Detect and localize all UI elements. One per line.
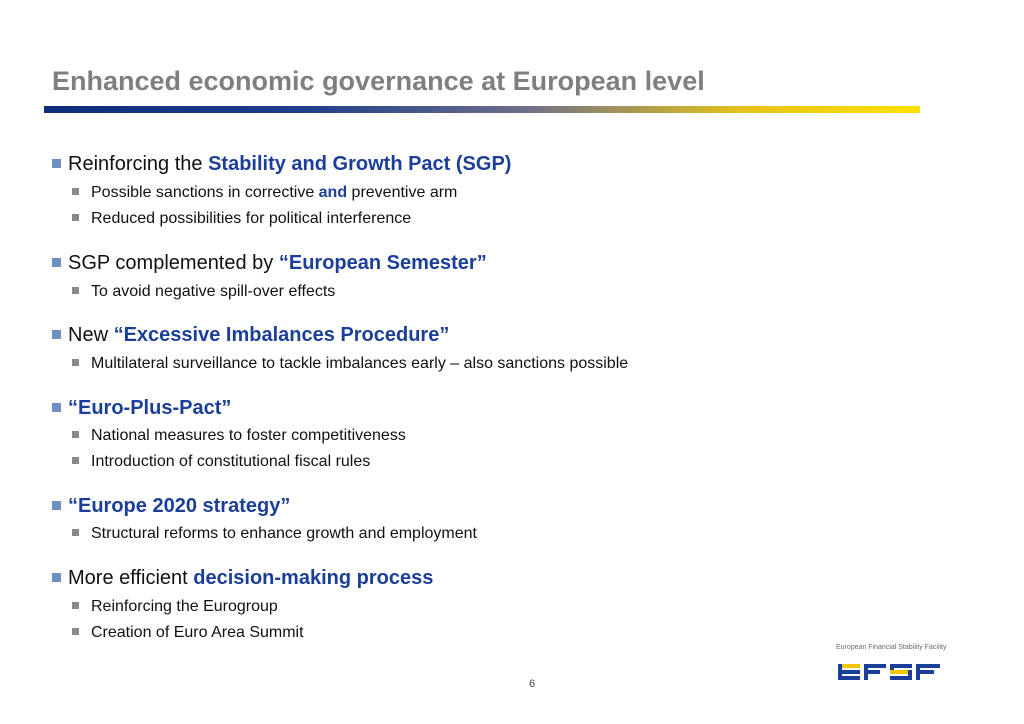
bullet-highlight: “Europe 2020 strategy”: [68, 495, 291, 517]
sub-bullet: [72, 209, 411, 229]
sub-bullet: [72, 426, 406, 446]
bullet-highlight: “European Semester”: [278, 252, 487, 274]
bullet-euro-plus-pact: [52, 396, 231, 420]
sub-bullet-text: Structural reforms to enhance growth and employment: [91, 525, 477, 542]
sub-bullet: [72, 452, 370, 472]
sub-bullet-square-icon: [72, 214, 79, 221]
sub-bullet-text: Introduction of constitutional fiscal rules: [91, 453, 371, 470]
sub-bullet-text: Possible sanctions in corrective: [91, 184, 319, 201]
sub-bullet-highlight: and: [318, 184, 348, 201]
sub-bullet-square-icon: [72, 287, 79, 294]
bullet-highlight: “Euro-Plus-Pact”: [68, 397, 232, 419]
sub-bullet: [72, 183, 457, 203]
page-number: 6: [528, 678, 536, 690]
efsf-logo: [836, 644, 946, 688]
sub-bullet-square-icon: [72, 431, 79, 438]
bullet-sgp: [52, 152, 511, 176]
bullet-excessive-imbalances: [52, 323, 449, 347]
bullet-european-semester: [52, 251, 487, 275]
sub-bullet-square-icon: [72, 457, 79, 464]
bullet-decision-making: [52, 566, 433, 590]
sub-bullet-text: Creation of Euro Area Summit: [91, 624, 304, 641]
sub-bullet-text: Reduced possibilities for political interference: [91, 210, 412, 227]
sub-bullet-square-icon: [72, 359, 79, 366]
sub-bullet: [72, 282, 335, 302]
bullet-prefix: More efficient: [68, 567, 194, 589]
slide-title: Enhanced economic governance at European level: [52, 66, 705, 96]
bullet-prefix: New: [68, 324, 114, 346]
sub-bullet-square-icon: [72, 628, 79, 635]
bullet-square-icon: [52, 258, 61, 267]
bullet-prefix: Reinforcing the: [68, 153, 209, 175]
bullet-highlight: “Excessive Imbalances Procedure”: [113, 324, 450, 346]
sub-bullet-text: Multilateral surveillance to tackle imbalances early – also sanctions possible: [91, 355, 629, 372]
sub-bullet: [72, 623, 304, 643]
sub-bullet: [72, 597, 278, 617]
bullet-highlight: Stability and Growth Pact (SGP): [208, 153, 512, 175]
title-divider: [44, 106, 920, 113]
sub-bullet-square-icon: [72, 529, 79, 536]
sub-bullet-text: National measures to foster competitiveness: [91, 427, 406, 444]
bullet-square-icon: [52, 501, 61, 510]
bullet-square-icon: [52, 330, 61, 339]
sub-bullet: [72, 524, 477, 544]
sub-bullet-text-end: preventive arm: [347, 184, 458, 201]
sub-bullet-square-icon: [72, 188, 79, 195]
logo-caption: European Financial Stability Facility: [836, 644, 947, 651]
efsf-logo-icon: [836, 656, 946, 688]
bullet-prefix: SGP complemented by: [68, 252, 279, 274]
sub-bullet-text: To avoid negative spill-over effects: [91, 283, 336, 300]
bullet-highlight: decision-making process: [193, 567, 434, 589]
bullet-square-icon: [52, 159, 61, 168]
bullet-square-icon: [52, 573, 61, 582]
sub-bullet-text: Reinforcing the Eurogroup: [91, 598, 278, 615]
sub-bullet: [72, 354, 628, 374]
sub-bullet-square-icon: [72, 602, 79, 609]
bullet-europe-2020: [52, 494, 290, 518]
bullet-square-icon: [52, 403, 61, 412]
